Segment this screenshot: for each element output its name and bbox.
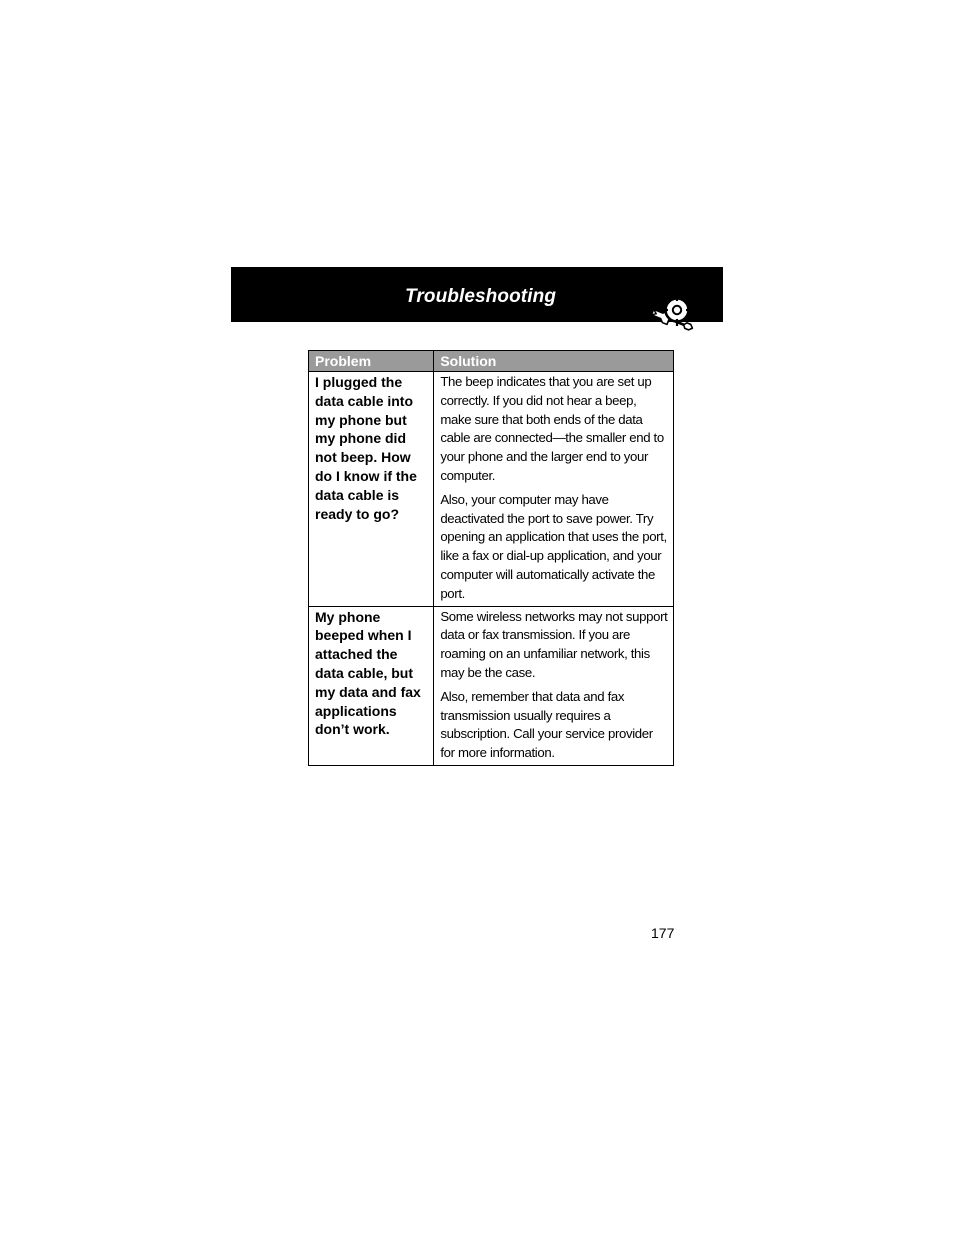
troubleshooting-table: [308, 350, 674, 766]
solution-paragraph: Also, remember that data and fax transmission usually requires a subscription. Call your service provider for more information.: [440, 688, 653, 761]
solution-paragraph: The beep indicates that you are set up correctly. If you did not hear a beep, make sure that both ends of the data cable are connected—the smaller end to your phone and the larger end to your computer.: [440, 374, 664, 483]
solution-cell: [434, 372, 674, 607]
troubleshooting-wrench-target-icon: [647, 292, 697, 338]
table-row: [309, 606, 674, 765]
section-title: Troubleshooting: [405, 286, 557, 307]
column-header-solution: Solution: [434, 351, 674, 372]
problem-cell: My phone beeped when I attached the data cable, but my data and fax applications don’t work.: [309, 606, 434, 765]
column-header-problem: Problem: [309, 351, 434, 372]
page-number: 177: [651, 925, 675, 941]
table-header-row: [309, 351, 674, 372]
table-row: [309, 372, 674, 607]
solution-cell: [434, 606, 674, 765]
problem-cell: I plugged the data cable into my phone but my phone did not beep. How do I know if the data cable is ready to go?: [309, 372, 434, 607]
solution-paragraph: Also, your computer may have deactivated the port to save power. Try opening an application that uses the port, like a fax or dial-up application, and your computer will automatically activate the port.: [440, 491, 667, 601]
solution-paragraph: Some wireless networks may not support data or fax transmission. If you are roaming on an unfamiliar network, this may be the case.: [440, 608, 668, 680]
